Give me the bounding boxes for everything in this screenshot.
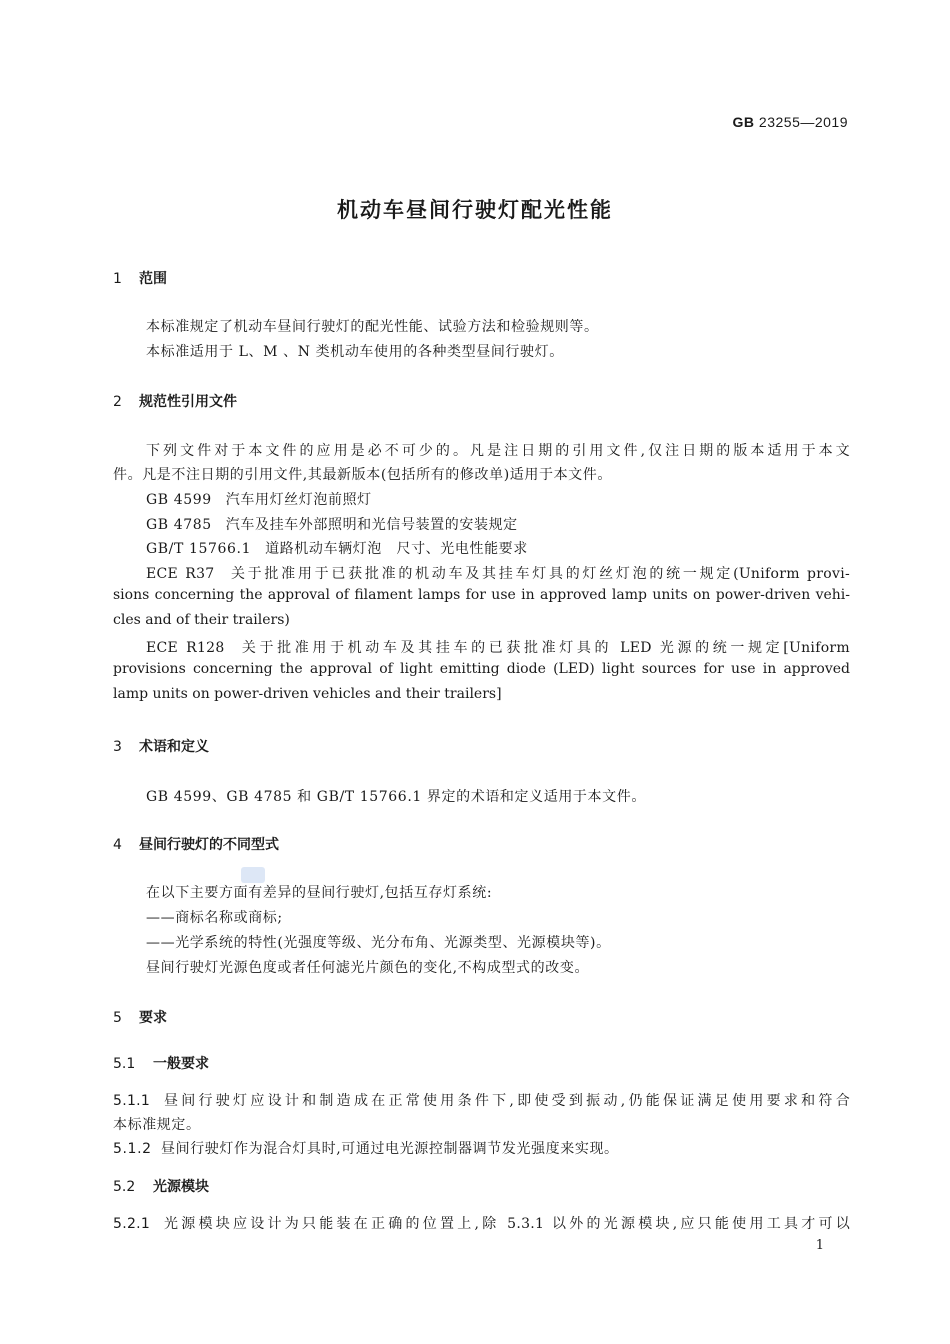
subsection-heading-5-2 [113,1176,209,1196]
subsection-heading-5-1 [113,1053,209,1073]
clause-text: 昼间行驶灯应设计和制造成在正常使用条件下,即使受到振动,仍能保证满足使用要求和符合 [161,1093,850,1109]
section-number: 3 [113,739,122,755]
standard-code [733,114,848,130]
paragraph-line: lamp units on power-driven vehicles and their trailers] [113,686,502,702]
clause-5-1-1 [113,1090,850,1110]
standard-number: 23255—2019 [758,114,848,130]
reference-item [146,637,850,657]
reference-code: GB/T 15766.1 [146,541,252,557]
paragraph-line: 下列文件对于本文件的应用是必不可少的。凡是注日期的引用文件,仅注日期的版本适用于本文 [146,443,850,459]
reference-item [146,538,528,558]
list-item: ——商标名称或商标; [146,910,283,926]
section-title: 规范性引用文件 [139,394,237,410]
section-title: 范围 [139,271,167,287]
paragraph-line: sions concerning the approval of filament lamps for use in approved lamp units on power-driven vehi- [113,587,850,603]
section-heading-4 [113,834,279,854]
clause-number: 5.1.1 [113,1093,151,1109]
reference-item [146,514,518,534]
reference-code: ECE R128 [146,640,225,656]
paragraph: GB 4599、GB 4785 和 GB/T 15766.1 界定的术语和定义适用于本文件。 [146,789,646,805]
reference-title: 汽车用灯丝灯泡前照灯 [225,492,372,508]
section-heading-1 [113,268,167,288]
clause-number: 5.1.2 [113,1141,152,1157]
document-title: 机动车昼间行驶灯配光性能 [337,198,613,222]
reference-code: ECE R37 [146,566,215,582]
paragraph-line: cles and of their trailers) [113,612,290,628]
clause-number: 5.2.1 [113,1216,151,1232]
clause-text: 光源模块应设计为只能装在正确的位置上,除 5.3.1 以外的光源模块,应只能使用工具才可以 [161,1216,850,1232]
reference-code: GB 4785 [146,517,212,533]
section-title: 昼间行驶灯的不同型式 [139,837,279,853]
list-item: ——光学系统的特性(光强度等级、光分布角、光源类型、光源模块等)。 [146,935,611,951]
clause-5-1-2 [113,1138,619,1158]
reference-title: 汽车及挂车外部照明和光信号装置的安装规定 [225,517,518,533]
subsection-title: 光源模块 [153,1179,209,1195]
section-number: 1 [113,271,122,287]
section-heading-2 [113,391,237,411]
paragraph: 本标准规定了机动车昼间行驶灯的配光性能、试验方法和检验规则等。 [146,319,599,335]
reference-item [146,489,372,509]
section-heading-3 [113,736,209,756]
section-heading-5 [113,1007,167,1027]
section-title: 要求 [139,1010,167,1026]
page-number: 1 [815,1238,824,1253]
clause-text: 昼间行驶灯作为混合灯具时,可通过电光源控制器调节发光强度来实现。 [161,1141,619,1157]
subsection-number: 5.2 [113,1179,136,1195]
section-number: 5 [113,1010,122,1026]
reference-code: GB 4599 [146,492,212,508]
paragraph-line: 件。凡是不注日期的引用文件,其最新版本(包括所有的修改单)适用于本文件。 [113,467,612,483]
paragraph: 昼间行驶灯光源色度或者任何滤光片颜色的变化,不构成型式的改变。 [146,960,590,976]
reference-title: 关于批准用于已获批准的机动车及其挂车灯具的灯丝灯泡的统一规定(Uniform provi- [228,566,850,582]
reference-item [146,563,850,583]
standard-prefix: GB [732,114,755,130]
reference-title: 道路机动车辆灯泡 尺寸、光电性能要求 [265,541,528,557]
section-number: 2 [113,394,122,410]
subsection-number: 5.1 [113,1056,136,1072]
reference-title: 关于批准用于机动车及其挂车的已获批准灯具的 LED 光源的统一规定[Uniform [238,640,850,656]
clause-5-2-1 [113,1213,850,1233]
section-title: 术语和定义 [139,739,209,755]
paragraph-line: 本标准规定。 [113,1117,201,1133]
paragraph: 本标准适用于 L、M 、N 类机动车使用的各种类型昼间行驶灯。 [146,344,564,360]
paragraph-line: provisions concerning the approval of light emitting diode (LED) light sources for use in approved [113,661,850,677]
paragraph: 在以下主要方面有差异的昼间行驶灯,包括互存灯系统: [146,885,493,901]
subsection-title: 一般要求 [153,1056,209,1072]
section-number: 4 [113,837,122,853]
